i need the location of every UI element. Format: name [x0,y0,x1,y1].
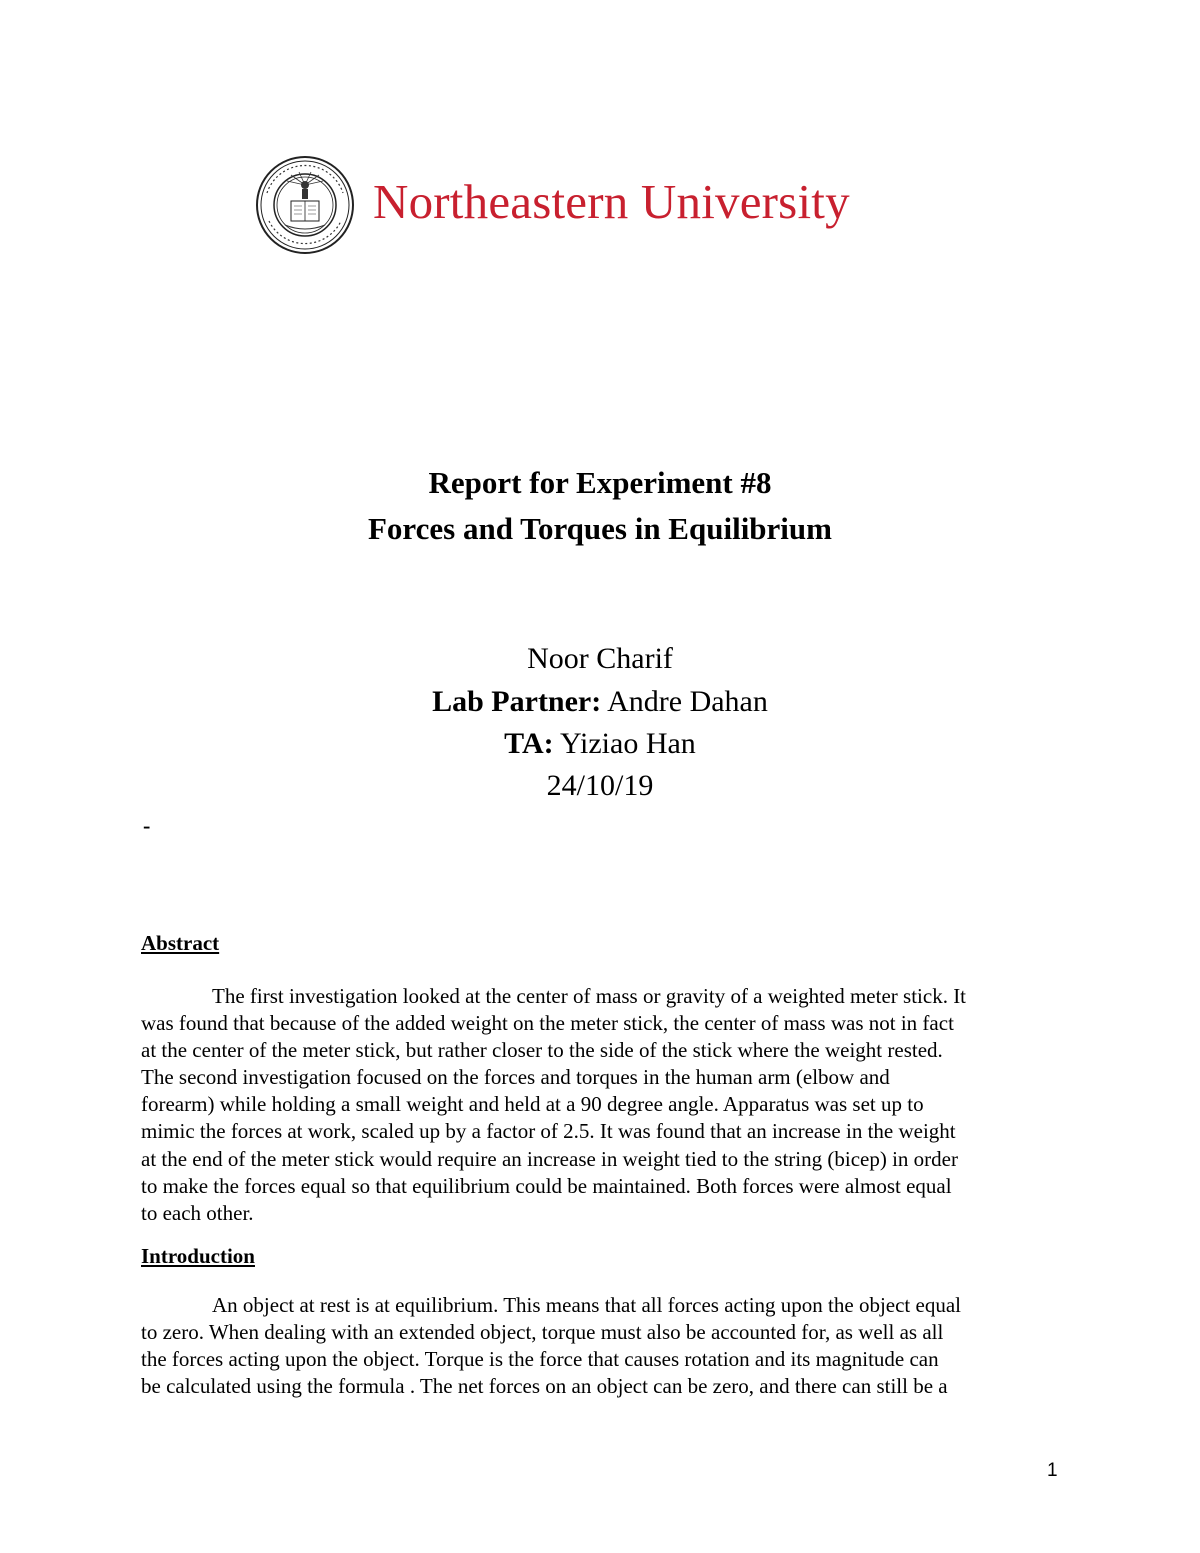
abstract-line: The second investigation focused on the forces and torques in the human arm (elbow and [141,1065,890,1090]
abstract-line: was found that because of the added weight on the meter stick, the center of mass was not in fact [141,1011,954,1036]
university-logo [255,155,945,255]
page-number: 1 [1047,1460,1058,1481]
abstract-line: mimic the forces at work, scaled up by a factor of 2.5. It was found that an increase in the weight [141,1119,956,1144]
author-name: Noor Charif [527,642,673,675]
abstract-heading: Abstract [141,931,220,955]
ta-value: Yiziao Han [553,727,696,760]
lab-partner-label: Lab Partner: [432,685,602,718]
introduction-line: An object at rest is at equilibrium. This means that all forces acting upon the object equal [212,1293,961,1317]
dash-mark: - [143,813,151,838]
ta-label: TA: [504,727,554,760]
university-wordmark: Northeastern University [373,174,850,229]
abstract-line: The first investigation looked at the center of mass or gravity of a weighted meter stick. It [212,984,967,1008]
lab-partner-value: Andre Dahan [601,685,768,718]
introduction-line: to zero. When dealing with an extended object, torque must also be accounted for, as well as all [141,1320,944,1345]
university-seal-icon [255,155,355,255]
abstract-paragraph [141,983,1071,1227]
report-title: Report for Experiment #8 [428,465,772,500]
abstract-line: to each other. [141,1200,254,1225]
abstract-line: forearm) while holding a small weight and held at a 90 degree angle. Apparatus was set up to [141,1092,924,1117]
report-subtitle: Forces and Torques in Equilibrium [367,511,832,546]
introduction-heading: Introduction [141,1244,255,1268]
report-date: 24/10/19 [546,769,654,802]
lab-partner [0,685,1200,719]
introduction-paragraph [141,1292,1071,1400]
teaching-assistant [0,727,1200,761]
abstract-line: at the end of the meter stick would require an increase in weight tied to the string (bicep) in order [141,1146,958,1171]
abstract-line: at the center of the meter stick, but rather closer to the side of the stick where the weight rested. [141,1038,943,1063]
abstract-line: to make the forces equal so that equilibrium could be maintained. Both forces were almost equal [141,1173,952,1198]
introduction-line: the forces acting upon the object. Torque is the force that causes rotation and its magnitude can [141,1347,939,1372]
introduction-line: be calculated using the formula . The net forces on an object can be zero, and there can still be a [141,1374,948,1399]
